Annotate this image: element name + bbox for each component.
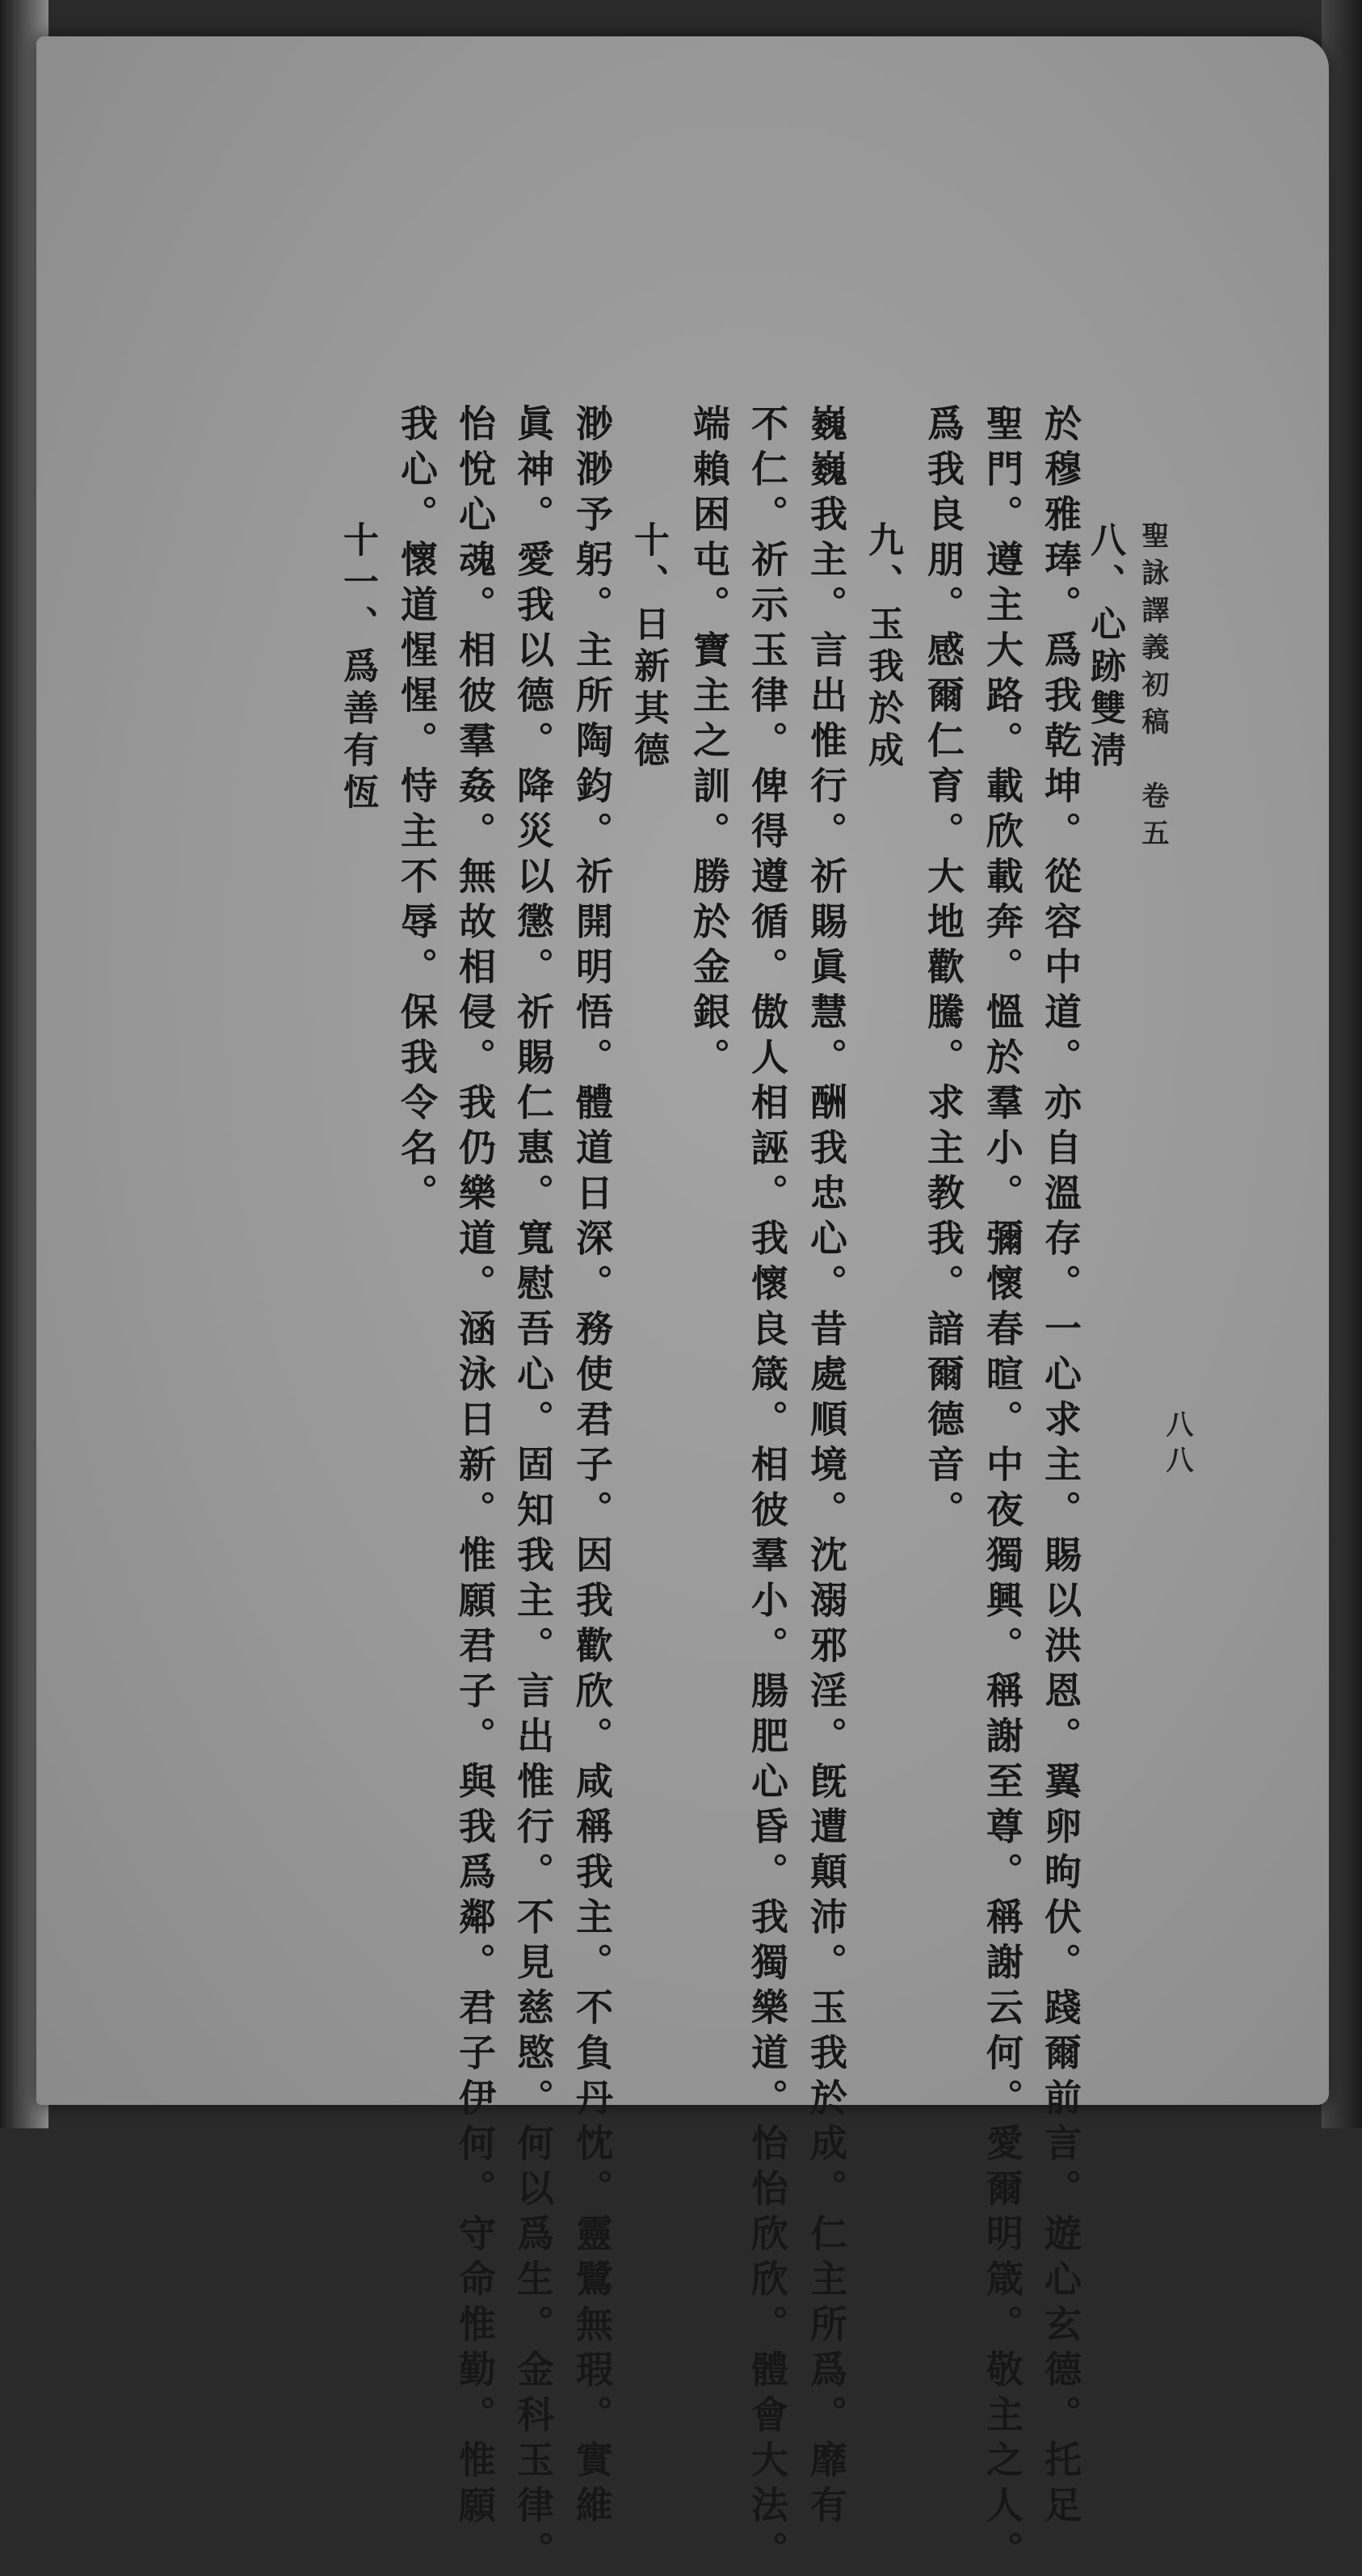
section-heading-11: 十一、爲善有恆	[337, 521, 378, 815]
text-column: 聖門。遵主大路。載欣載奔。慍於羣小。彌懷春暄。中夜獨興。稱謝至尊。稱謝云何。愛爾明箴。敬主之人。	[981, 404, 1024, 2576]
page-number: 八八	[1161, 1410, 1193, 1481]
section-heading-10: 十、日新其德	[628, 521, 669, 773]
text-column: 爲我良朋。感爾仁育。大地歡騰。求主教我。諳爾德音。	[922, 404, 965, 1535]
text-column: 渺渺予躬。主所陶鈞。祈開明悟。體道日深。務使君子。因我歡欣。咸稱我主。不負丹忱。靈鷺無瑕。實維	[570, 404, 614, 2531]
text-column: 眞神。愛我以德。降災以懲。祈賜仁惠。寬慰吾心。固知我主。言出惟行。不見慈愍。何以爲生。金科玉律。	[511, 404, 555, 2576]
text-column: 端賴困屯。寶主之訓。勝於金銀。	[687, 404, 731, 1083]
text-column: 不仁。祈示玉律。俾得遵循。傲人相誣。我懷良箴。相彼羣小。腸肥心昏。我獨樂道。怡怡欣欣。體會大法。	[746, 404, 789, 2576]
text-column: 巍巍我主。言出惟行。祈賜眞慧。酬我忠心。昔處順境。沈溺邪淫。旣遭顛沛。玉我於成。仁主所爲。靡有	[805, 404, 848, 2531]
section-heading-9: 九、玉我於成	[862, 521, 903, 773]
book-page	[36, 36, 1329, 2576]
text-column: 於穆雅琫。爲我乾坤。從容中道。亦自溫存。一心求主。賜以洪恩。翼卵昫伏。踐爾前言。遊心玄德。托足	[1039, 404, 1082, 2531]
text-column: 怡悅心魂。相彼羣姦。無故相侵。我仍樂道。涵泳日新。惟願君子。與我爲鄰。君子伊何。守命惟勤。惟願	[453, 404, 497, 2531]
text-column: 我心。懷道惺惺。恃主不辱。保我令名。	[395, 404, 439, 1219]
section-heading-8: 八、心跡雙淸	[1084, 521, 1125, 773]
running-header: 聖詠譯義初稿 卷五	[1137, 521, 1169, 856]
